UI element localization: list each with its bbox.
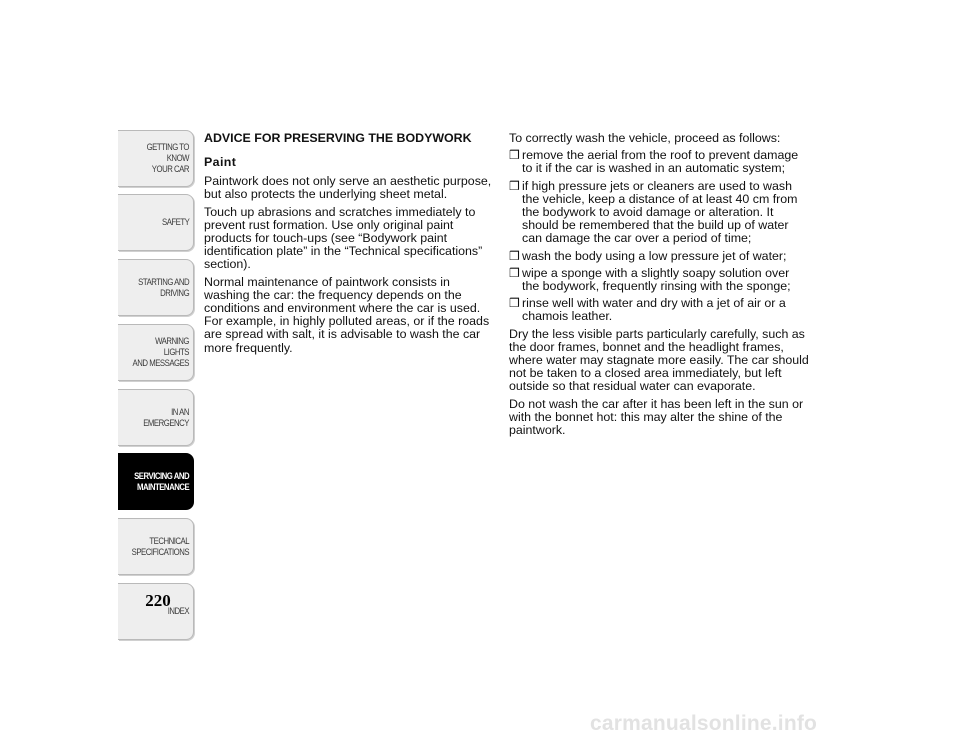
watermark: carmanualsonline.info xyxy=(590,712,818,735)
subsection-heading: Paint xyxy=(204,155,237,169)
right-column xyxy=(509,132,809,441)
intro-paragraph: To correctly wash the vehicle, proceed as follows: xyxy=(509,131,781,145)
tab-in-an-emergency[interactable] xyxy=(118,389,194,446)
tab-label: STARTING AND DRIVING xyxy=(138,276,189,299)
paragraph: Normal maintenance of paintwork consists in washing the car: the frequency depends on the conditions and environment where the car is used. For example, in highly polluted areas, or if the roads are spread with salt, it is advisable to wash the car more frequently. xyxy=(204,274,490,355)
tab-label: IN AN EMERGENCY xyxy=(143,406,189,429)
checkbox-bullet-icon: ❒ xyxy=(509,178,520,193)
left-column xyxy=(204,132,496,359)
tab-technical-specifications[interactable] xyxy=(118,518,194,575)
tab-label: GETTING TO KNOW YOUR CAR xyxy=(146,142,189,175)
tab-servicing-and-maintenance[interactable] xyxy=(118,453,194,510)
list-item xyxy=(509,267,809,293)
tab-label: SERVICING AND MAINTENANCE xyxy=(133,470,189,493)
list-item-text: wipe a sponge with a slightly soapy solution over the bodywork, frequently rinsing with the sponge; xyxy=(522,265,791,294)
list-item-text: rinse well with water and dry with a jet of air or a chamois leather. xyxy=(522,296,786,324)
paragraph: Touch up abrasions and scratches immediately to prevent rust formation. Use only original paint products for touch-ups (see “Bodywork paint identification plate” in the “Technical specifications” section). xyxy=(204,204,483,272)
tab-safety[interactable] xyxy=(118,194,194,251)
tab-getting-to-know-your-car[interactable] xyxy=(118,130,194,187)
tab-label: WARNING LIGHTS AND MESSAGES xyxy=(132,336,189,369)
tab-starting-and-driving[interactable] xyxy=(118,259,194,316)
paragraph: Paintwork does not only serve an aesthetic purpose, but also protects the underlying sheet metal. xyxy=(204,174,492,202)
list-item xyxy=(509,250,809,263)
list-item xyxy=(509,149,809,175)
tab-warning-lights-and-messages[interactable] xyxy=(118,324,194,381)
checkbox-bullet-icon: ❒ xyxy=(509,148,520,163)
wash-steps-list xyxy=(509,149,809,323)
paragraph: Dry the less visible parts particularly carefully, such as the door frames, bonnet and the headlight frames, where water may stagnate more easily. The car should not be taken to a closed area immediately, but left outside so that residual water can evaporate. xyxy=(509,326,809,394)
section-heading: ADVICE FOR PRESERVING THE BODYWORK xyxy=(204,131,472,145)
list-item-text: wash the body using a low pressure jet of water; xyxy=(522,248,787,263)
tab-label: INDEX xyxy=(167,606,189,617)
tab-label: TECHNICAL SPECIFICATIONS xyxy=(131,535,189,558)
list-item-text: if high pressure jets or cleaners are used to wash the vehicle, keep a distance of at least 40 cm from the bodywork to avoid damage or alteration. It should be remembered that the build up of water can damage the car over a period of time; xyxy=(522,178,798,246)
checkbox-bullet-icon: ❒ xyxy=(509,265,520,280)
list-item-text: remove the aerial from the roof to prevent damage to it if the car is washed in an automatic system; xyxy=(522,148,799,176)
list-item xyxy=(509,297,809,323)
page-number: 220 xyxy=(145,591,171,610)
paragraph: Do not wash the car after it has been left in the sun or with the bonnet hot: this may alter the shine of the paintwork. xyxy=(509,396,804,438)
list-item xyxy=(509,180,809,246)
checkbox-bullet-icon: ❒ xyxy=(509,296,520,311)
tab-label: SAFETY xyxy=(161,217,189,228)
checkbox-bullet-icon: ❒ xyxy=(509,248,520,263)
